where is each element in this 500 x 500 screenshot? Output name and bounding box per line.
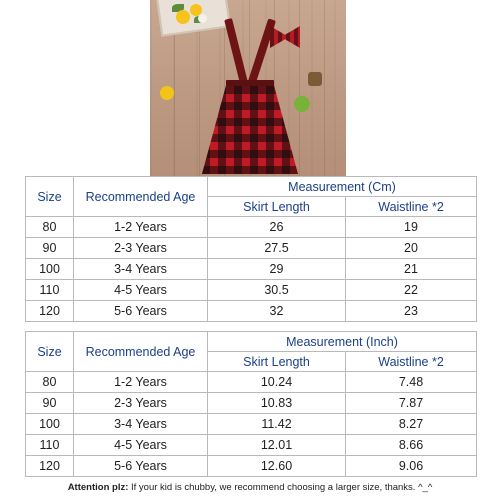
cell-skirt-length: 26 (208, 217, 346, 238)
brown-block-icon (308, 72, 322, 86)
attention-note-label: Attention plz: (67, 482, 129, 493)
yellow-flower-icon (176, 10, 190, 24)
table-row (26, 393, 477, 414)
table-row (26, 301, 477, 322)
table-row (26, 217, 477, 238)
cell-size: 90 (26, 238, 74, 259)
cell-waistline: 7.87 (346, 393, 477, 414)
cell-size: 110 (26, 280, 74, 301)
col-header-waistline: Waistline *2 (346, 352, 477, 372)
cell-age: 4-5 Years (74, 435, 208, 456)
cell-skirt-length: 27.5 (208, 238, 346, 259)
cell-skirt-length: 32 (208, 301, 346, 322)
dress-strap-left (224, 18, 248, 84)
table-row (26, 372, 477, 393)
cell-skirt-length: 10.83 (208, 393, 346, 414)
table-row (26, 414, 477, 435)
col-header-measurement: Measurement (Inch) (208, 332, 477, 352)
cell-waistline: 21 (346, 259, 477, 280)
table-row (26, 435, 477, 456)
cell-waistline: 19 (346, 217, 477, 238)
cell-size: 110 (26, 435, 74, 456)
yellow-pompom-icon (160, 86, 174, 100)
cell-size: 100 (26, 414, 74, 435)
size-table-cm (25, 176, 477, 322)
cell-age: 2-3 Years (74, 238, 208, 259)
cell-skirt-length: 29 (208, 259, 346, 280)
attention-note-text: If your kid is chubby, we recommend choosing a larger size, thanks. ^_^ (128, 482, 433, 493)
cell-size: 100 (26, 259, 74, 280)
cell-skirt-length: 30.5 (208, 280, 346, 301)
col-header-size: Size (26, 332, 74, 372)
cell-age: 1-2 Years (74, 217, 208, 238)
cell-skirt-length: 12.01 (208, 435, 346, 456)
cell-age: 5-6 Years (74, 456, 208, 477)
cell-waistline: 7.48 (346, 372, 477, 393)
cell-size: 120 (26, 301, 74, 322)
cell-waistline: 8.27 (346, 414, 477, 435)
col-header-skirt-length: Skirt Length (208, 197, 346, 217)
col-header-measurement: Measurement (Cm) (208, 177, 477, 197)
cell-size: 90 (26, 393, 74, 414)
cell-age: 5-6 Years (74, 301, 208, 322)
col-header-size: Size (26, 177, 74, 217)
skirt-waistband (226, 80, 274, 86)
table-row (26, 259, 477, 280)
cell-age: 1-2 Years (74, 372, 208, 393)
plaid-bow-icon (270, 26, 300, 48)
cell-waistline: 9.06 (346, 456, 477, 477)
green-pompom-icon (294, 96, 310, 112)
cell-skirt-length: 12.60 (208, 456, 346, 477)
cell-size: 80 (26, 372, 74, 393)
cell-age: 4-5 Years (74, 280, 208, 301)
table-row (26, 280, 477, 301)
col-header-waistline: Waistline *2 (346, 197, 477, 217)
table-row (26, 456, 477, 477)
cell-waistline: 8.66 (346, 435, 477, 456)
col-header-age: Recommended Age (74, 332, 208, 372)
cell-age: 3-4 Years (74, 259, 208, 280)
cell-waistline: 23 (346, 301, 477, 322)
col-header-skirt-length: Skirt Length (208, 352, 346, 372)
cell-age: 3-4 Years (74, 414, 208, 435)
cell-size: 80 (26, 217, 74, 238)
cell-waistline: 22 (346, 280, 477, 301)
white-flower-icon (198, 14, 207, 23)
size-table-inch (25, 331, 477, 477)
cell-skirt-length: 10.24 (208, 372, 346, 393)
cell-waistline: 20 (346, 238, 477, 259)
cell-size: 120 (26, 456, 74, 477)
attention-note (0, 482, 500, 493)
product-photo (150, 0, 346, 176)
col-header-age: Recommended Age (74, 177, 208, 217)
cell-age: 2-3 Years (74, 393, 208, 414)
cell-skirt-length: 11.42 (208, 414, 346, 435)
table-row (26, 238, 477, 259)
plaid-skirt (202, 82, 298, 174)
